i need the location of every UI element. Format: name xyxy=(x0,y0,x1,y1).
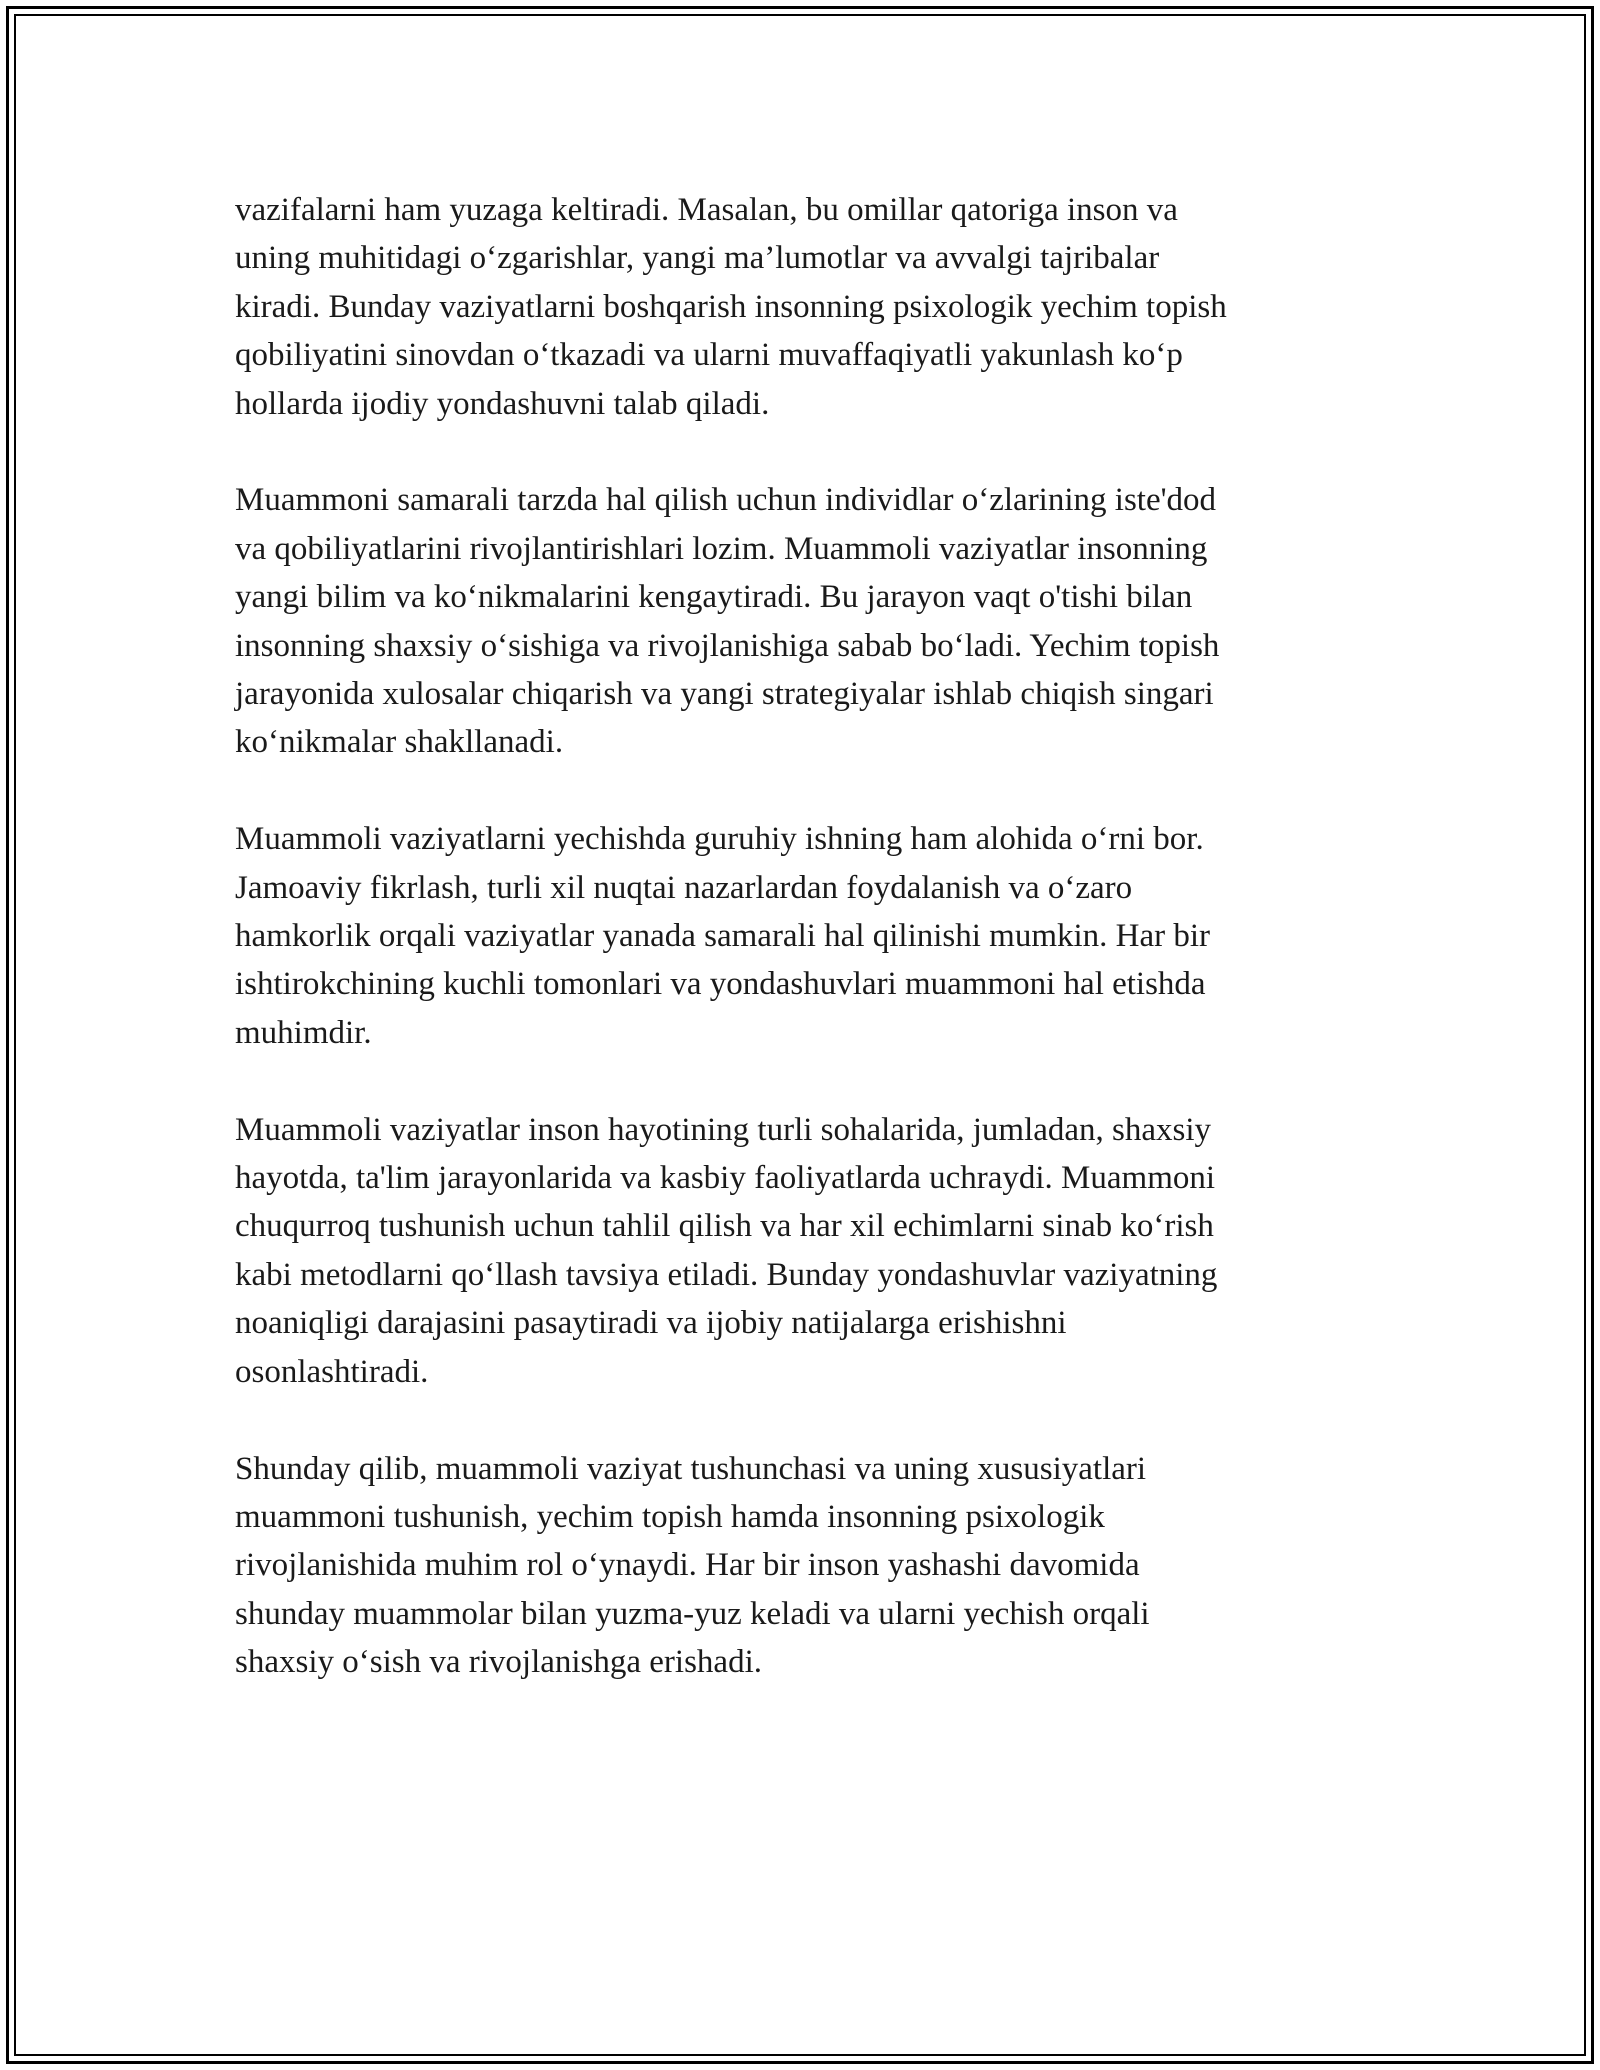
text-line: muhimdir. xyxy=(235,1014,372,1051)
text-line: hollarda ijodiy yondashuvni talab qiladi. xyxy=(235,385,770,422)
text-line: qobiliyatini sinovdan o‘tkazadi va ularni muvaffaqiyatli yakunlash ko‘p xyxy=(235,337,1183,374)
text-line: ishtirokchining kuchli tomonlari va yondashuvlari muammoni hal etishda xyxy=(235,966,1206,1003)
text-line: hamkorlik orqali vaziyatlar yanada samarali hal qilinishi mumkin. Har bir xyxy=(235,918,1211,955)
text-line: chuqurroq tushunish uchun tahlil qilish va har xil echimlarni sinab ko‘rish xyxy=(235,1208,1214,1245)
text-line: ko‘nikmalar shakllanadi. xyxy=(235,724,564,761)
text-line: Muammoli vaziyatlar inson hayotining turli sohalarida, jumladan, shaxsiy xyxy=(235,1111,1212,1148)
text-line: osonlashtiradi. xyxy=(235,1353,429,1390)
paragraph-4 xyxy=(235,1106,1365,1396)
text-line: uning muhitidagi o‘zgarishlar, yangi ma’lumotlar va avvalgi tajribalar xyxy=(235,240,1160,277)
text-line: Muammoli vaziyatlarni yechishda guruhiy ishning ham alohida o‘rni bor. xyxy=(235,821,1204,858)
document-body xyxy=(235,186,1365,1735)
text-line: kabi metodlarni qo‘llash tavsiya etiladi. Bunday yondashuvlar vaziyatning xyxy=(235,1256,1218,1293)
text-line: vazifalarni ham yuzaga keltiradi. Masalan, bu omillar qatoriga inson va xyxy=(235,192,1178,228)
text-line: jarayonida xulosalar chiqarish va yangi strategiyalar ishlab chiqish singari xyxy=(235,676,1214,713)
text-line: va qobiliyatlarini rivojlantirishlari lozim. Muammoli vaziyatlar insonning xyxy=(235,530,1208,567)
paragraph-1 xyxy=(235,186,1365,428)
text-line: Muammoni samarali tarzda hal qilish uchun individlar o‘zlarining iste'dod xyxy=(235,482,1217,519)
text-line: kiradi. Bunday vaziyatlarni boshqarish insonning psixologik yechim topish xyxy=(235,288,1227,325)
text-line: Jamoaviy fikrlash, turli xil nuqtai nazarlardan foydalanish va o‘zaro xyxy=(235,869,1133,906)
paragraph-2 xyxy=(235,476,1365,766)
text-line: insonning shaxsiy o‘sishiga va rivojlanishiga sabab bo‘ladi. Yechim topish xyxy=(235,627,1220,664)
text-line: hayotda, ta'lim jarayonlarida va kasbiy faoliyatlarda uchraydi. Muammoni xyxy=(235,1160,1216,1197)
text-line: rivojlanishida muhim rol o‘ynaydi. Har bir inson yashashi davomida xyxy=(235,1547,1140,1584)
text-line: Shunday qilib, muammoli vaziyat tushunchasi va uning xususiyatlari xyxy=(235,1450,1147,1487)
text-line: noaniqligi darajasini pasaytiradi va ijobiy natijalarga erishishni xyxy=(235,1305,1067,1342)
paragraph-3 xyxy=(235,815,1365,1057)
text-line: shaxsiy o‘sish va rivojlanishga erishadi. xyxy=(235,1644,763,1681)
paragraph-5 xyxy=(235,1445,1365,1687)
text-line: muammoni tushunish, yechim topish hamda insonning psixologik xyxy=(235,1498,1105,1535)
text-line: yangi bilim va ko‘nikmalarini kengaytiradi. Bu jarayon vaqt o'tishi bilan xyxy=(235,579,1193,616)
text-line: shunday muammolar bilan yuzma-yuz keladi va ularni yechish orqali xyxy=(235,1595,1150,1632)
